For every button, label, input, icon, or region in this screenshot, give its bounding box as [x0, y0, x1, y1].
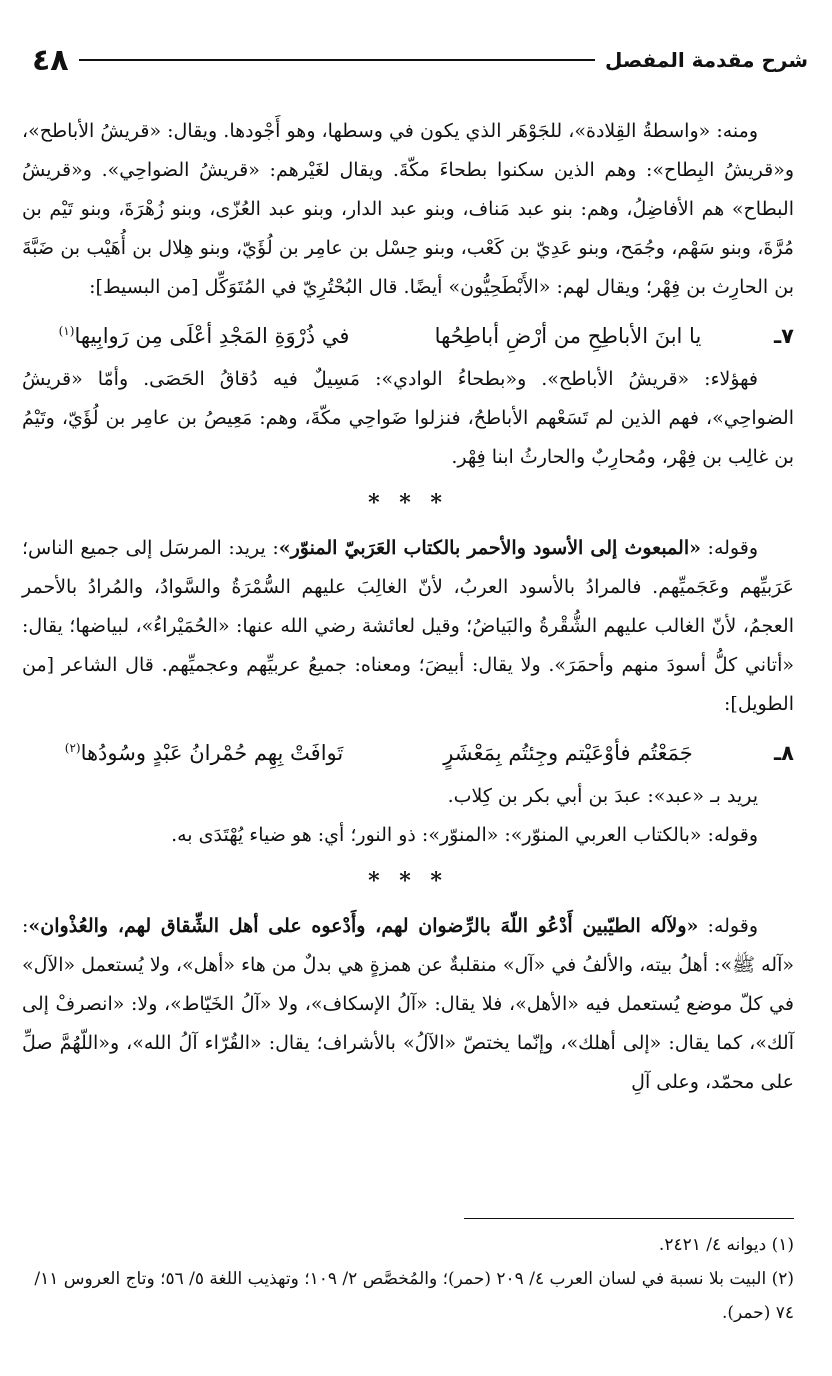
- verse-second-text: تَوافَتْ بِهِم حُمْرانُ عَبْدٍ وسُودُها: [80, 741, 344, 765]
- para6-lead: وقوله:: [698, 915, 758, 937]
- header-rule: [79, 59, 595, 61]
- quoted-text-bold: «المبعوث إلى الأسود والأحمر بالكتاب العَرَبيّ المنوّر»: [278, 537, 701, 559]
- paragraph-2: فهؤلاء: «قريشُ الأباطح». و«بطحاءُ الوادي»: مَسِيلٌ فيه دُقاقُ الحَصَى. وأمّا «قريشُ الضواحِي»، فهم الذين لم تَسَعْهم الأباطحُ، فنزلوا ضَواحِي مكّةَ، وهم: مَعِيصُ بن عامِر بن لُؤَيّ، وتَيْمُ بن غالِب بن فِهْر، ومُحارِبٌ والحارثُ ابنا فِهْر.: [22, 368, 794, 468]
- para6-rest: : «آله ﷺ»: أهلُ بيته، والألفُ في «آل» منقلبةٌ عن همزةٍ هي بدلٌ من هاء «أهل»، ولا يُستعمل «الآل» في كلّ موضع يُستعمل فيه «الأهل»، فلا يقال: «آلُ الإسكاف»، ولا «آلُ الخَيّاط»، ولا: «انصرفْ إلى آلك»، كما يقال: «إلى أهلك»، وإنّما يختصّ «الآلُ» بالأشراف؛ يقال: «القُرّاء آلُ الله»، و«اللّهُمَّ صلِّ على محمّد، وعلى آلِ: [22, 915, 794, 1093]
- verse-second-text: في ذُرْوَةِ المَجْدِ أعْلَى مِن رَوابِيها: [74, 324, 350, 348]
- footnote-ref: (١): [58, 324, 75, 338]
- footnote-rule: [464, 1218, 794, 1219]
- verse-number: ٨ـ: [773, 741, 794, 765]
- footnotes: [22, 1228, 794, 1330]
- paragraph-5: وقوله: «بالكتاب العربي المنوّر»: «المنوّر»: ذو النور؛ أي: هو ضياء يُهْتَدَى به.: [171, 824, 758, 846]
- verse-8: [22, 726, 794, 775]
- footnote-2: (٢) البيت بلا نسبة في لسان العرب ٤/ ٢٠٩ (حمر)؛ والمُخصَّص ٢/ ١٠٩؛ وتهذيب اللغة ٥/ ٥٦؛ وتاج العروس ١١/ ٧٤ (حمر).: [34, 1269, 794, 1323]
- verse-first-hemistich: يا ابنَ الأباطِحِ من أرْضِ أباطِحُها: [434, 324, 702, 348]
- section-separator: * * *: [368, 490, 448, 516]
- verse-second-hemistich: [22, 726, 386, 775]
- page-body: [22, 112, 794, 1102]
- paragraph-1: ومنه: «واسطةُ القِلادة»، للجَوْهَر الذي يكون في وسطها، وهو أَجْودها. ويقال: «قريشُ الأباطح»، و«قريشُ البِطاح»: وهم الذين سكنوا بطحاءَ مكّةَ. ويقال لغَيْرهم: «قريشُ الضواحِي». و«قريشُ البطاح» هم الأفاضِلُ، وهم: بنو عبد مَناف، وبنو عبد الدار، وبنو عبد العُزّى، وبنو زُهْرَةَ، وبنو تَيْم بن مُرَّةَ، وبنو سَهْم، وجُمَح، وبنو عَدِيّ بن كَعْب، وبنو حِسْل بن عامِر بن لُؤَيّ، وبنو هِلال بن أُهَيْب بن ضَبَّةَ بن الحارِث بن فِهْر؛ ويقال لهم: «الأَبْطَحِيُّون» أيضًا. قال البُحْتُرِيّ في المُتَوَكِّل [من البسيط]:: [22, 120, 794, 298]
- running-title: شرح مقدمة المفصل: [604, 48, 808, 72]
- verse-first-hemistich: جَمَعْتُم فأوْعَيْتم وجِئتُم بِمَعْشَرٍ: [443, 741, 693, 765]
- paragraph-4: يريد بـ «عبد»: عبدَ بن أبي بكر بن كِلاب.: [447, 785, 758, 807]
- para3-rest: : يريد: المرسَل إلى جميع الناس؛ عَرَبيِّهم وعَجَميِّهم. فالمرادُ بالأسود العربُ، لأنّ الغالِبَ عليهم السُّمْرَةُ والسَّوادُ، والمُرادُ بالأحمر العجمُ، لأنّ الغالب عليهم الشُّقْرةُ والبَياضُ؛ وقيل لعائشة رضي الله عنها: «الحُمَيْراءُ»، لبياضها؛ يقال: «أتاني كلُّ أسودَ منهم وأحمَرَ». ولا يقال: أبيضَ؛ ومعناه: جميعُ عربيِّهم وعجميِّهم. قال الشاعر [من الطويل]:: [22, 537, 794, 715]
- verse-7: [22, 309, 794, 358]
- quoted-text-bold: «ولآله الطيّبين أَدْعُو اللّهَ بالرِّضوان لهم، وأَدْعوه على أهل الشِّقاق لهم، والعُذْوان»: [28, 915, 699, 937]
- footnote-ref: (٢): [64, 741, 81, 755]
- page-header: [18, 40, 808, 80]
- footnote-1: (١) ديوانه ٤/ ٢٤٢١.: [658, 1235, 794, 1255]
- verse-number: ٧ـ: [773, 324, 794, 348]
- verse-second-hemistich: [22, 309, 386, 358]
- paragraph-3: [22, 529, 794, 724]
- para3-lead: وقوله:: [701, 537, 758, 559]
- page-number: ٤٨: [32, 42, 69, 78]
- paragraph-6: [22, 907, 794, 1102]
- section-separator: * * *: [368, 868, 448, 894]
